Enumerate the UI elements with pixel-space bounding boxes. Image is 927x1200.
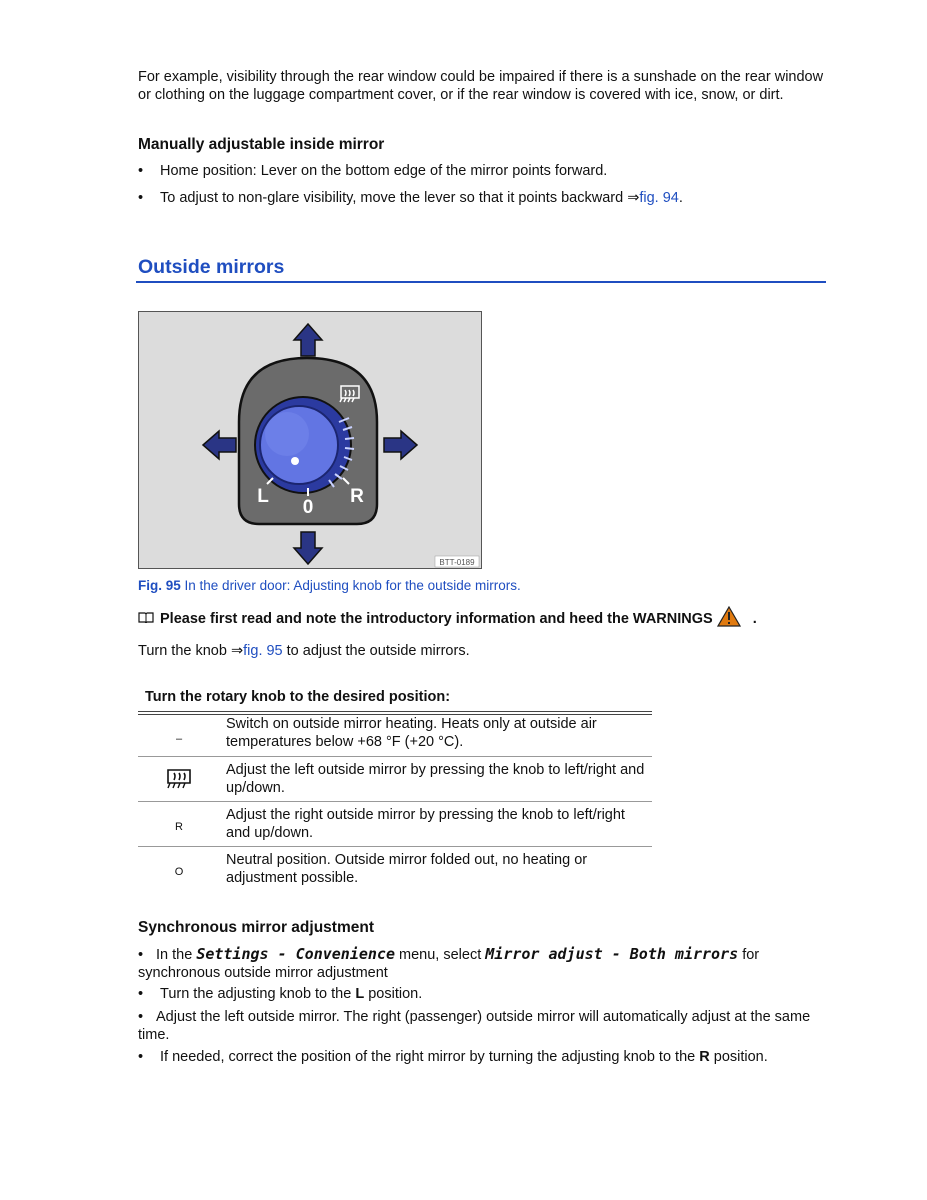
text: menu, select [399,947,482,963]
sync-heading: Synchronous mirror adjustment [138,919,374,936]
list-item: • Turn the adjusting knob to the L position. [138,986,423,1002]
list-item: • To adjust to non-glare visibility, move the lever so that it points backward ⇒fig. 94. [138,190,683,206]
knob-label-o: 0 [302,497,314,518]
notice-text: Please first read and note the introductory information and heed the WARNINGS [160,610,713,627]
table-value: Adjust the left outside mirror by pressing the knob to left/right and up/down. [226,762,645,796]
list-item: • If needed, correct the position of the right mirror by turning the adjusting knob to the R position. [138,1049,768,1065]
cross-ref-arrow: ⇒ [627,190,640,206]
text: synchronous outside mirror adjustment [138,964,388,981]
table-row [138,847,652,891]
position-label: R [699,1049,710,1065]
arrow-left-icon [203,431,236,459]
text: Adjust the left outside mirror. The right (passenger) outside mirror will automatically adjust at the same time. [138,1009,811,1043]
caption-text: In the driver door: Adjusting knob for the outside mirrors. [184,578,521,593]
list-item: • Home position: Lever on the bottom edge of the mirror points forward. [138,163,608,179]
warnings-notice [138,606,757,631]
text: position. [368,986,423,1002]
table-key: O [174,866,184,878]
fig-95-link[interactable]: fig. 95 [243,643,283,659]
figure-code: BTT-0189 [439,558,475,567]
mirror-knob-illustration [139,312,481,568]
punctuation: . [678,190,683,206]
table-row [138,802,652,847]
arrow-up-icon [294,324,322,356]
table-value: Adjust the right outside mirror by pressing the knob to left/right and up/down. [226,807,625,841]
table-key: – [175,733,183,745]
table-key: R [175,821,183,833]
cross-ref-arrow: ⇒ [230,643,244,659]
caption-number: Fig. 95 [138,578,181,593]
turn-knob-text [138,643,470,659]
position-label: L [355,986,365,1002]
warning-icon[interactable] [717,606,743,631]
menu-name: Settings - Convenience [196,945,395,963]
table-rule [138,711,652,712]
text: to adjust the outside mirrors. [286,643,470,659]
fig-94-link[interactable]: fig. 94 [639,190,679,206]
bullet-text: To adjust to non-glare visibility, move the lever so that it points backward [160,190,624,206]
inside-mirror-heading: Manually adjustable inside mirror [138,136,385,153]
section-divider [136,281,826,283]
arrow-right-icon [384,431,417,459]
figure-caption [138,578,521,593]
text: Turn the adjusting knob to the [160,986,352,1002]
table-title: Turn the rotary knob to the desired position: [145,689,451,705]
knob-label-l: L [257,486,269,507]
text: Turn the knob [138,643,227,659]
book-icon [138,611,160,627]
figure-95 [138,311,482,569]
table-value: Switch on outside mirror heating. Heats only at outside air temperatures below +68 °F (+20 °C). [226,716,597,750]
arrow-down-icon [294,532,322,564]
punctuation: . [752,610,757,627]
knob-label-r: R [350,486,364,507]
intro-paragraph: For example, visibility through the rear window could be impaired if there is a sunshade on the rear window or clothing on the luggage compartment cover, or if the rear window is covered with ice, snow, or dirt. [138,69,824,103]
table-value: Neutral position. Outside mirror folded out, no heating or adjustment possible. [226,852,588,886]
list-item: • In the Settings - Convenience menu, select Mirror adjust - Both mirrors for synchronous outside mirror adjustment [138,945,760,981]
text: If needed, correct the position of the right mirror by turning the adjusting knob to the [160,1049,696,1065]
section-title: Outside mirrors [138,256,285,278]
text: In the [156,947,193,963]
mirror-heating-icon [138,767,220,794]
menu-name: Mirror adjust - Both mirrors [485,945,739,963]
list-item: • Adjust the left outside mirror. The right (passenger) outside mirror will automatically adjust at the same time. [138,1009,811,1043]
table-rule [138,714,652,715]
text: for [742,947,760,963]
table-row [138,716,652,757]
text: position. [713,1049,768,1065]
bullet-text: Home position: Lever on the bottom edge of the mirror points forward. [160,163,608,179]
table-row [138,757,652,802]
